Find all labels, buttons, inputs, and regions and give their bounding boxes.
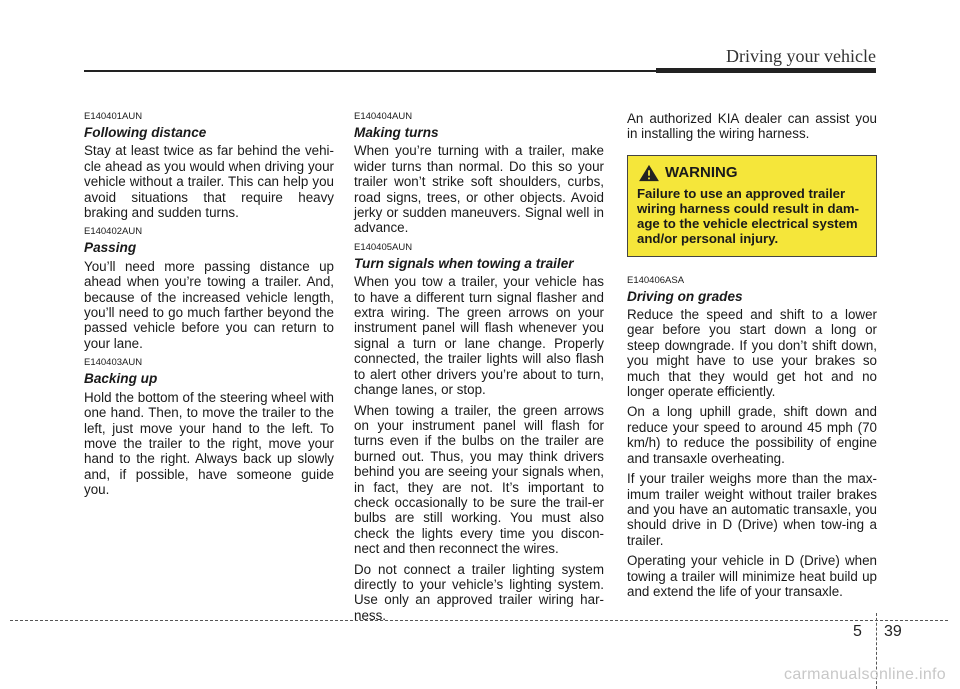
- body-paragraph: Operating your vehicle in D (Drive) when towing a trailer will minimize heat build up and extend the life of your transaxle.: [627, 553, 877, 599]
- body-paragraph: Stay at least twice as far behind the vehi-cle ahead as you would when driving your vehicle without a trailer. This can help you avoid situations that require heavy braking and sudden turns.: [84, 143, 334, 221]
- section-heading: Backing up: [84, 371, 158, 387]
- middle-column: [354, 111, 604, 628]
- body-paragraph: On a long uphill grade, shift down and reduce your speed to around 45 mph (70 km/h) to reduce the possibility of engine and transaxle overheating.: [627, 404, 877, 466]
- body-paragraph: You’ll need more passing distance up ahead when you’re towing a trailer. And, because of the increased vehicle length, you’ll need to go much farther beyond the passed vehicle before you can return to your lane.: [84, 258, 334, 351]
- warning-header: [637, 164, 867, 182]
- section-code: E140405AUN: [354, 241, 413, 253]
- warning-box: [627, 155, 877, 257]
- intro-paragraph: An authorized KIA dealer can assist you in installing the wiring harness.: [627, 111, 877, 142]
- warning-title: WARNING: [665, 164, 738, 182]
- section-number: 5: [853, 623, 862, 640]
- section-heading: Making turns: [354, 125, 439, 140]
- page-number: 39: [884, 623, 902, 640]
- header-rule: [84, 70, 656, 72]
- body-paragraph: When towing a trailer, the green arrows on your instrument panel will flash for turns even if the bulbs on the trailer are burned out. Thus, you may think drivers behind you are seeing your signals when, in fact, they are not. It’s important to check occasionally to be sure the trail-er bulbs are still working. You must also check the lights every time you discon-nect and then reconnect the wires.: [354, 402, 604, 557]
- body-paragraph: Reduce the speed and shift to a lower gear before you start down a long or steep downgrade. If you don’t shift down, you might have to use your brakes so much that they would get hot and no longer operate efficiently.: [627, 307, 877, 400]
- watermark: carmanualsonline.info: [784, 666, 946, 683]
- section-code: E140402AUN: [84, 226, 143, 238]
- section-heading: Passing: [84, 240, 137, 256]
- section-heading: Turn signals when towing a trailer: [354, 255, 574, 271]
- right-column: [627, 111, 877, 604]
- page-header-title: Driving your vehicle: [726, 46, 876, 66]
- section-heading: Driving on grades: [627, 288, 743, 304]
- section-heading: Following distance: [84, 125, 207, 140]
- footer-rule: [10, 620, 948, 621]
- left-column: [84, 111, 334, 503]
- body-paragraph: When you’re turning with a trailer, make wider turns than normal. Do this so your trailer won’t strike soft shoulders, curbs, road signs, trees, or other objects. Avoid jerky or sudden maneuvers. Signal well in advance.: [354, 143, 604, 236]
- section-code: E140403AUN: [84, 357, 143, 369]
- section-code: E140404AUN: [354, 111, 413, 122]
- section-code: E140401AUN: [84, 111, 143, 122]
- section-code: E140406ASA: [627, 274, 685, 286]
- warning-triangle-icon: [637, 164, 661, 182]
- header-rule-thick: [656, 68, 876, 73]
- body-paragraph: If your trailer weighs more than the max-imum trailer weight without trailer brakes and you have an automatic transaxle, you should drive in D (Drive) when tow-ing a trailer.: [627, 471, 877, 548]
- body-paragraph: Hold the bottom of the steering wheel with one hand. Then, to move the trailer to the left, just move your hand to the left. To move the trailer to the right, move your hand to the right. Always back up slowly and, if possible, have someone guide you.: [84, 389, 334, 498]
- body-paragraph: Do not connect a trailer lighting system directly to your vehicle’s lighting system. Use only an approved trailer wiring har-ness.: [354, 561, 604, 623]
- warning-text: Failure to use an approved trailer wiring harness could result in dam-age to the vehicle electrical system and/or personal injury.: [637, 185, 860, 247]
- body-paragraph: When you tow a trailer, your vehicle has to have a different turn signal flasher and extra wiring. The green arrows on your instrument panel will flash whenever you signal a turn or lane change. Properly connected, the trailer lights will also flash to alert other drivers you’re about to turn, change lanes, or stop.: [354, 274, 604, 398]
